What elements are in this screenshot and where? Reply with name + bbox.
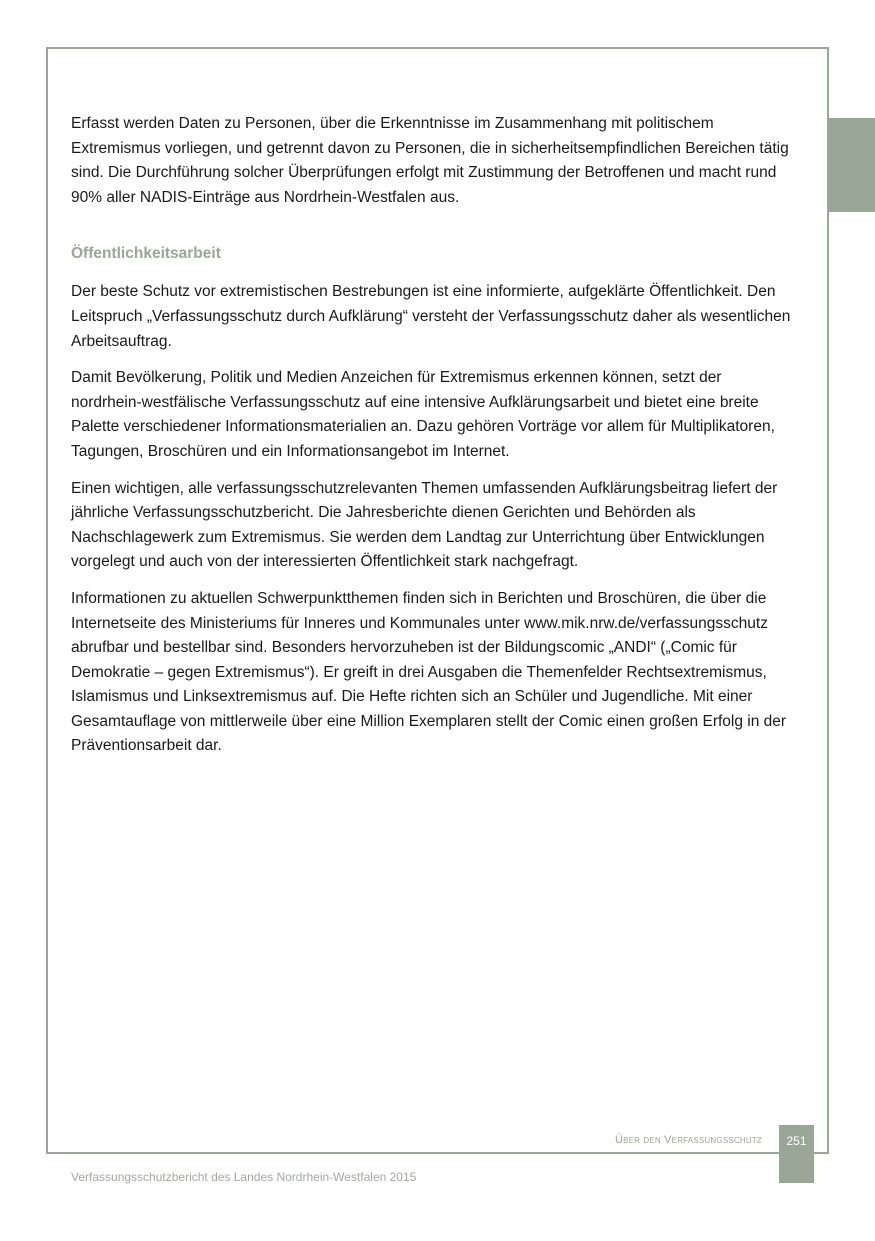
chapter-label: Über den Verfassungsschutz [614, 1134, 762, 1146]
page-number: 251 [779, 1125, 814, 1183]
paragraph-protection: Der beste Schutz vor extremistischen Bestrebungen ist eine informierte, aufgeklärte Öffentlichkeit. Den Leitspruch „Verfassungsschutz durch Aufklärung“ versteht der Verfassungsschutz daher als wesentlichen Arbeitsauftrag. [71, 283, 791, 350]
paragraph-comic: Informationen zu aktuellen Schwerpunktthemen finden sich in Berichten und Broschüren, die über die Internetseite des Ministeriums für Inneres und Kommunales unter www.mik.nrw.de/verfassungsschutz abrufbar und bestellbar sind. Besonders hervorzuheben ist der Bildungscomic „ANDI“ („Comic für Demokratie – gegen Extremismus“). Er greift in drei Ausgaben die Themenfelder Rechtsextremismus, Islamismus und Linksextremismus auf. Die Hefte richten sich an Schüler und Jugendliche. Mit einer Gesamtauflage von mittlerweile über eine Million Exemplaren stellt der Comic einen großen Erfolg in der Präventionsarbeit dar. [71, 589, 787, 755]
main-content [71, 112, 791, 771]
paragraph-annual-report: Einen wichtigen, alle verfassungsschutzrelevanten Themen umfassenden Aufklärungsbeitrag liefert der jährliche Verfassungsschutzbericht. Die Jahresberichte dienen Gerichten und Behörden als Nachschlagewerk zum Extremismus. Sie werden dem Landtag zur Unterrichtung über Entwicklungen vorgelegt und auch von der interessierten Öffentlichkeit stark nachgefragt. [71, 479, 778, 571]
section-heading: Öffentlichkeitsarbeit [71, 245, 221, 263]
paragraph-education: Damit Bevölkerung, Politik und Medien Anzeichen für Extremismus erkennen können, setzt der nordrhein-westfälische Verfassungsschutz auf eine intensive Aufklärungsarbeit und bietet eine breite Palette verschiedener Informationsmaterialien an. Dazu gehören Vorträge vor allem für Multiplikatoren, Tagungen, Broschüren und ein Informationsangebot im Internet. [71, 369, 775, 460]
paragraph-nadis: Erfasst werden Daten zu Personen, über die Erkenntnisse im Zusammenhang mit politischem Extremismus vorliegen, und getrennt davon zu Personen, die in sicherheitsempfindlichen Bereichen tätig sind. Die Durchführung solcher Überprüfungen erfolgt mit Zustimmung der Betroffenen und macht rund 90% aller NADIS-Einträge aus Nordrhein-Westfalen aus. [71, 115, 789, 206]
chapter-side-tab [829, 118, 875, 212]
publication-footer: Verfassungsschutzbericht des Landes Nordrhein-Westfalen 2015 [71, 1170, 417, 1184]
